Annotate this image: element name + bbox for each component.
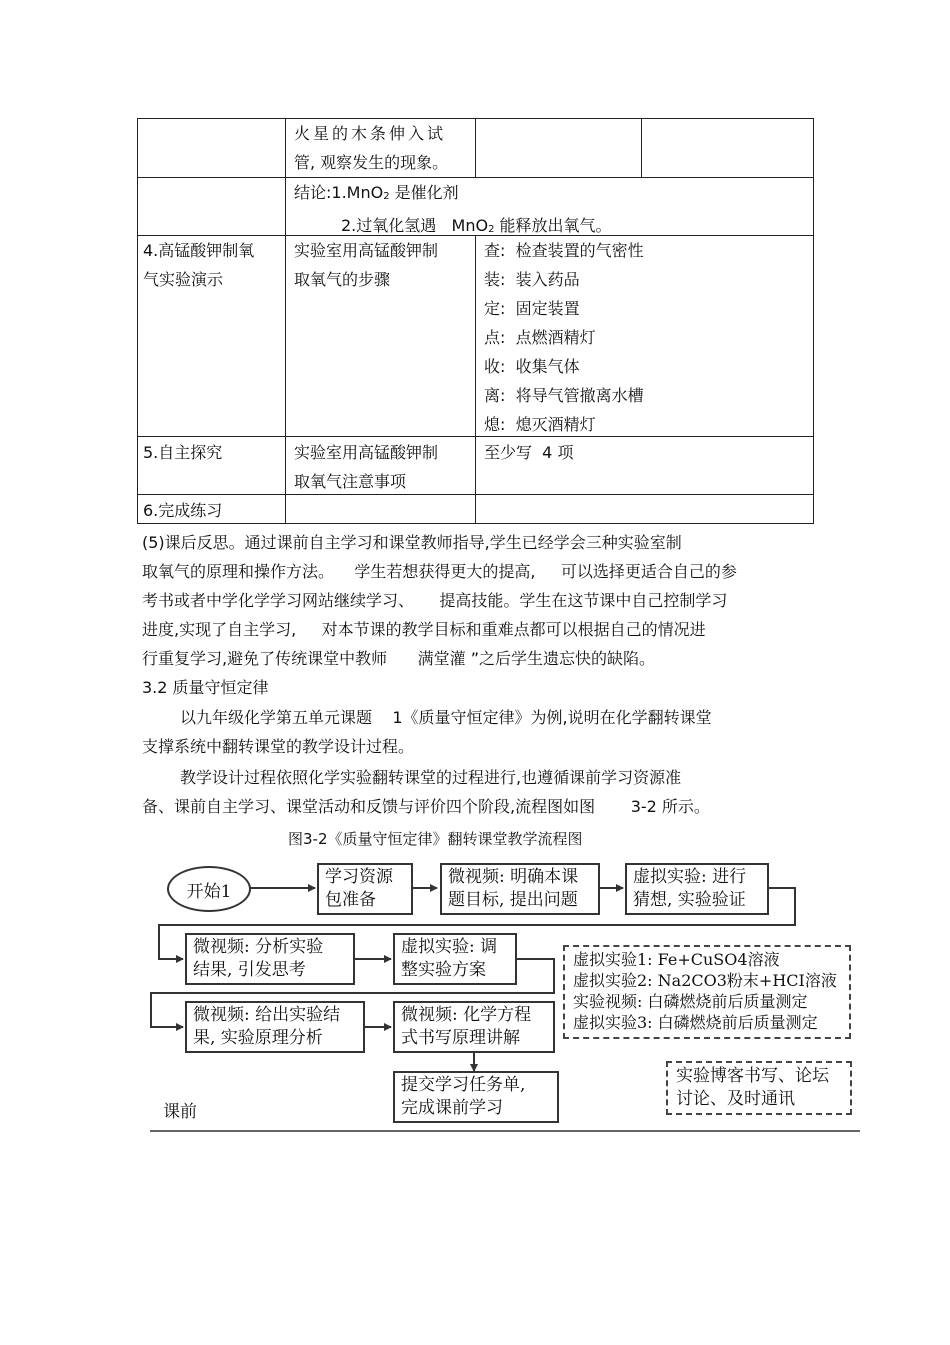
table-cell-row4-col1: 5.自主探究 <box>143 443 223 462</box>
flow-box-resource-prep: 学习资源 包准备 <box>317 863 413 915</box>
table-cell-row5-col1: 6.完成练习 <box>143 501 223 520</box>
step-item: 离: 将导气管撤离水槽 <box>484 386 644 405</box>
step-item: 收: 收集气体 <box>484 357 580 376</box>
table-border-right <box>813 118 814 524</box>
step-item: 点: 点燃酒精灯 <box>484 328 596 347</box>
flow-box-virtual-experiment-adjust: 虚拟实验: 调 整实验方案 <box>393 933 517 985</box>
flow-box-submit-task: 提交学习任务单, 完成课前学习 <box>393 1071 559 1123</box>
step-item: 装: 装入药品 <box>484 270 580 289</box>
table-border-left <box>137 118 138 524</box>
reflection-paragraph: (5)课后反思。通过课前自主学习和课堂教师指导,学生已经学会三种实验室制 取氧气的原理和操作方法。 学生若想获得更大的提高, 可以选择更适合自己的参 考书或者中学化学学习网站继续学习、 提高技能。学生在这节课中自己控制学习 进度,实现了自主学习, 对本节课的教学目标和重难点都可以根据自己的情况进 行重复学习,避免了传统课堂中教师 满堂灌 ”之后学生遗忘快的缺陷。 <box>142 533 737 668</box>
flow-box-micro-video-results: 微视频: 给出实验结 果, 实验原理分析 <box>185 1001 365 1053</box>
table-cell-row4-col2: 实验室用高锰酸钾制 取氧气注意事项 <box>294 443 439 491</box>
table-cell-conclusion <box>294 178 612 244</box>
table-cell-row3-col2: 实验室用高锰酸钾制 取氧气的步骤 <box>294 241 439 289</box>
experiment-table <box>137 118 814 524</box>
table-col-divider <box>475 118 476 178</box>
table-col-divider <box>641 118 642 178</box>
intro-paragraph: 以九年级化学第五单元课题 1《质量守恒定律》为例,说明在化学翻转课堂 支撑系统中翻转课堂的教学设计过程。 <box>142 708 712 756</box>
flow-box-virtual-experiment-guess: 虚拟实验: 进行 猜想, 实验验证 <box>625 863 769 915</box>
step-item: 熄: 熄灭酒精灯 <box>484 415 596 434</box>
flow-box-micro-video-equation: 微视频: 化学方程 式书写原理讲解 <box>393 1001 555 1053</box>
process-paragraph: 教学设计过程依照化学实验翻转课堂的过程进行,也遵循课前学习资源准 备、课前自主学习、课堂活动和反馈与评价四个阶段,流程图如图 3-2 所示。 <box>142 768 710 816</box>
table-col-divider <box>475 235 476 524</box>
stage-label-preclass: 课前 <box>163 1102 197 1122</box>
dashed-box-blog-forum: 实验博客书写、论坛 讨论、及时通讯 <box>666 1061 852 1115</box>
step-item: 查: 检查装置的气密性 <box>484 241 644 260</box>
table-cell-steps <box>484 236 644 439</box>
figure-caption: 图3-2《质量守恒定律》翻转课堂教学流程图 <box>288 830 583 848</box>
table-cell-row1-col2: 火星的木条伸入试 管, 观察发生的现象。 <box>294 124 449 172</box>
flow-box-micro-video-goals: 微视频: 明确本课 题目标, 提出问题 <box>440 863 600 915</box>
conclusion-line-2: 2.过氧化氢遇 MnO2 能释放出氧气。 <box>341 216 612 235</box>
step-item: 定: 固定装置 <box>484 299 580 318</box>
table-cell-row3-col1: 4.高锰酸钾制氧 气实验演示 <box>143 241 255 289</box>
table-col-divider <box>285 118 286 524</box>
conclusion-line-1: 结论:1.MnO2 是催化剂 <box>294 183 459 202</box>
table-cell-row4-col3: 至少写 4 项 <box>484 443 574 462</box>
flowchart <box>145 855 865 1140</box>
section-heading: 3.2 质量守恒定律 <box>142 678 269 697</box>
dashed-box-experiments: 虚拟实验1: Fe+CuSO4溶液 虚拟实验2: Na2CO3粉末+HCI溶液 实验视频: 白磷燃烧前后质量测定 虚拟实验3: 白磷燃烧前后质量测定 <box>563 945 851 1039</box>
flow-box-micro-video-analysis: 微视频: 分析实验 结果, 引发思考 <box>185 933 355 985</box>
start-oval: 开始1 <box>167 866 251 912</box>
